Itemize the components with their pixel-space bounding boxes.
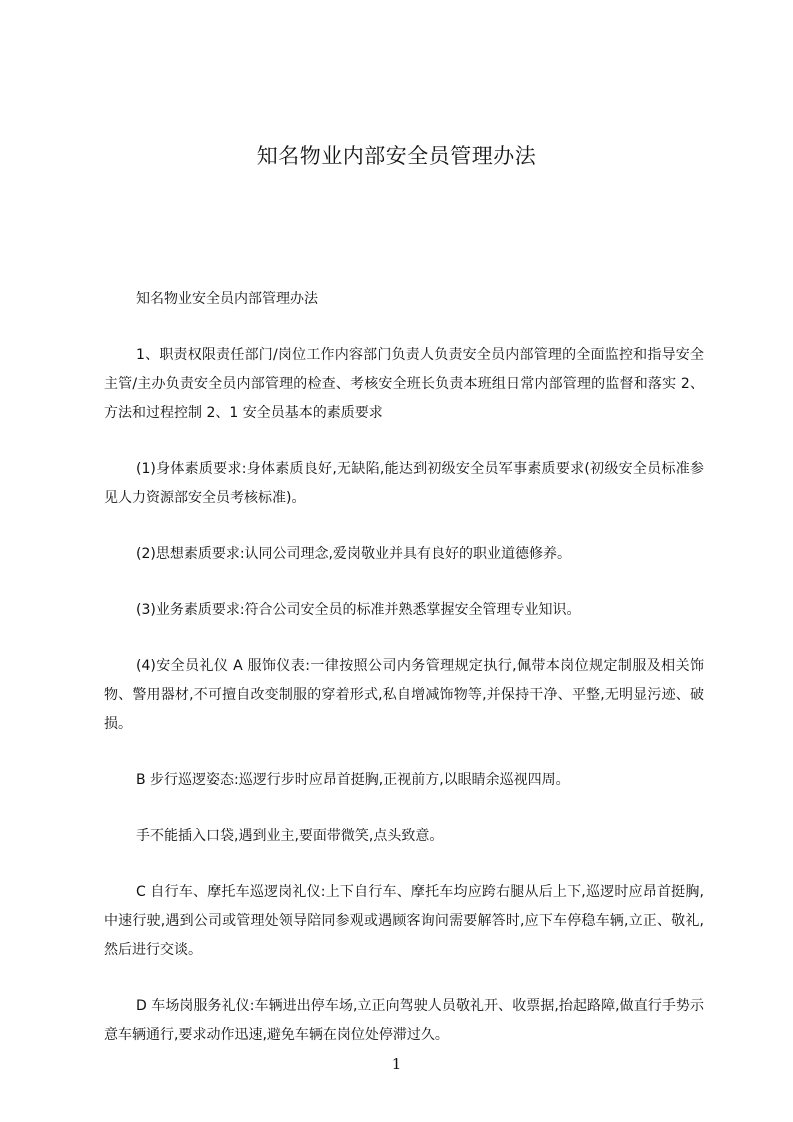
- paragraph-physical-quality: (1)身体素质要求:身体素质良好,无缺陷,能达到初级安全员军事素质要求(初级安全员标准参见人力资源部安全员考核标准)。: [104, 461, 704, 506]
- document-body: [104, 285, 704, 1077]
- paragraph-responsibilities: 1、职责权限责任部门/岗位工作内容部门负责人负责安全员内部管理的全面监控和指导安全主管/主办负责安全员内部管理的检查、考核安全班长负责本班组日常内部管理的监督和落实 2、方法和过程控制 2、1 安全员基本的素质要求: [104, 347, 704, 421]
- paragraph-professional-quality: (3)业务素质要求:符合公司安全员的标准并熟悉掌握安全管理专业知识。: [136, 602, 581, 618]
- paragraph-etiquette-attire: (4)安全员礼仪 A 服饰仪表:一律按照公司内务管理规定执行,佩带本岗位规定制服及相关饰物、警用器材,不可擅自改变制服的穿着形式,私自增减饰物等,并保持干净、平整,无明显污迹、破损。: [104, 658, 704, 732]
- page-number: 1: [391, 1055, 402, 1073]
- paragraph-parking-service: D 车场岗服务礼仪:车辆进出停车场,立正向驾驶人员敬礼开、收票据,抬起路障,做直行手势示意车辆通行,要求动作迅速,避免车辆在岗位处停滞过久。: [104, 998, 704, 1043]
- paragraph-subtitle: 知名物业安全员内部管理办法: [136, 291, 318, 307]
- paragraph-bike-patrol: C 自行车、摩托车巡逻岗礼仪:上下自行车、摩托车均应跨右腿从后上下,巡逻时应昂首挺胸,中速行驶,遇到公司或管理处领导陪同参观或遇顾客询问需要解答时,应下车停稳车辆,立正、敬礼,然后进行交谈。: [104, 884, 704, 958]
- paragraph-patrol-posture: B 步行巡逻姿态:巡逻行步时应昂首挺胸,正视前方,以眼睛余巡视四周。: [136, 772, 570, 788]
- paragraph-ideological-quality: (2)思想素质要求:认同公司理念,爱岗敬业并具有良好的职业道德修养。: [136, 546, 571, 562]
- document-title: 知名物业内部安全员管理办法: [256, 144, 537, 168]
- paragraph-hands-pockets: 手不能插入口袋,遇到业主,要面带微笑,点头致意。: [136, 828, 444, 844]
